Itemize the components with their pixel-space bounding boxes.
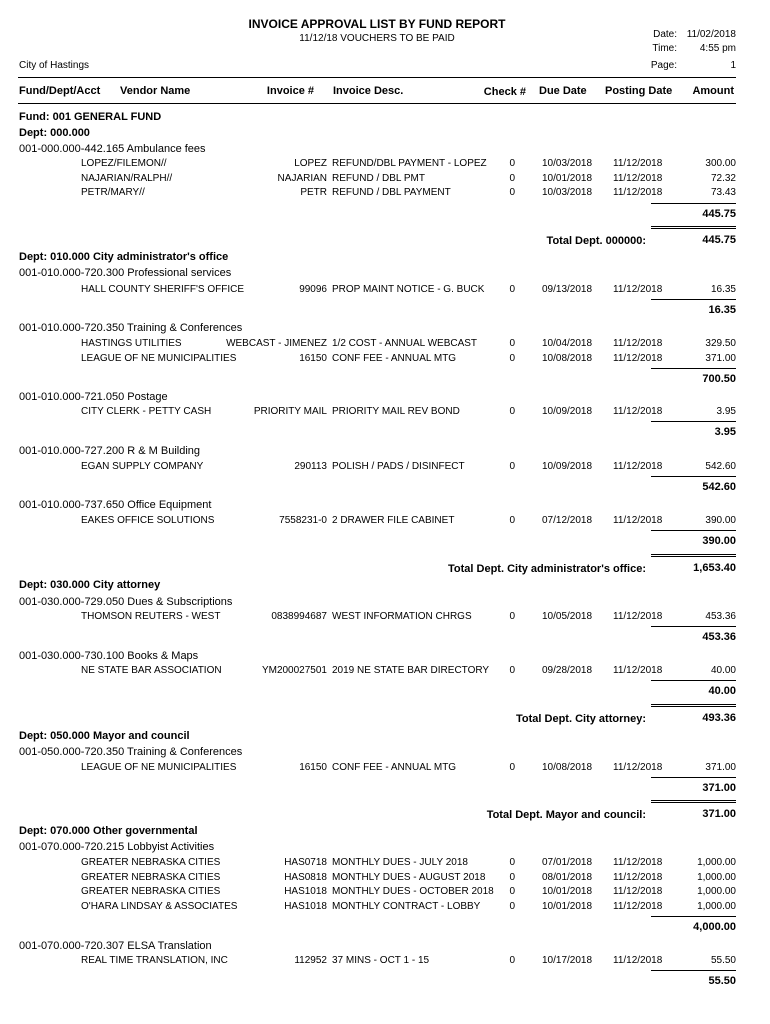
- row-due-date: 10/09/2018: [542, 406, 593, 417]
- org-name: City of Hastings: [19, 60, 90, 71]
- row-desc: WEST INFORMATION CHRGS: [332, 611, 472, 622]
- dept-total-rule-bottom: [651, 706, 736, 707]
- subtotal-rule: [651, 970, 736, 971]
- row-due-date: 10/03/2018: [542, 158, 593, 169]
- subtotal-rule: [651, 530, 736, 531]
- row-check: 0: [509, 187, 515, 198]
- row-due-date: 10/04/2018: [542, 338, 593, 349]
- subtotal-rule: [651, 680, 736, 681]
- row-check: 0: [509, 158, 515, 169]
- row-amount: 371.00: [705, 352, 736, 364]
- account-subtotal: 3.95: [714, 426, 736, 438]
- account-subtotal: 700.50: [702, 373, 736, 385]
- col-vendor: Vendor Name: [120, 85, 191, 97]
- row-vendor: LOPEZ/FILEMON//: [81, 158, 167, 169]
- dept-total-rule-top: [651, 800, 736, 801]
- fund-heading: Fund: 001 GENERAL FUND: [19, 111, 162, 123]
- col-amount: Amount: [692, 85, 734, 97]
- row-invoice: YM200027501: [261, 665, 327, 676]
- account-subtotal: 55.50: [708, 975, 736, 987]
- row-posting-date: 11/12/2018: [613, 515, 663, 526]
- date-value: 11/02/2018: [686, 29, 736, 40]
- account-heading: 001-030.000-730.100 Books & Maps: [19, 650, 199, 662]
- date-label: Date:: [653, 29, 677, 40]
- row-vendor: LEAGUE OF NE MUNICIPALITIES: [81, 352, 237, 364]
- row-vendor: HASTINGS UTILITIES: [81, 338, 182, 349]
- row-vendor: EAKES OFFICE SOLUTIONS: [81, 515, 215, 526]
- row-posting-date: 11/12/2018: [613, 187, 663, 198]
- row-desc: PROP MAINT NOTICE - G. BUCK: [332, 284, 485, 295]
- row-invoice: HAS1018: [284, 886, 327, 897]
- report-subtitle-text: 11/12/18 VOUCHERS TO BE PAID: [299, 33, 455, 44]
- row-invoice: LOPEZ: [294, 158, 327, 169]
- row-invoice: WEBCAST - JIMENEZ: [226, 338, 327, 349]
- row-check: 0: [509, 338, 515, 349]
- row-check: 0: [509, 871, 515, 883]
- dept-total-rule-top: [651, 704, 736, 705]
- row-desc: POLISH / PADS / DISINFECT: [332, 461, 465, 472]
- dept-total-label: Total Dept. City attorney:: [516, 713, 646, 725]
- row-desc: MONTHLY DUES - AUGUST 2018: [332, 871, 486, 883]
- row-invoice: 16150: [299, 762, 327, 773]
- col-invoice: Invoice #: [266, 85, 314, 97]
- account-heading: 001-010.000-720.350 Training & Conferences: [19, 322, 243, 334]
- row-posting-date: 11/12/2018: [613, 886, 663, 897]
- row-vendor: HALL COUNTY SHERIFF'S OFFICE: [81, 284, 245, 295]
- row-invoice: 112952: [294, 955, 327, 966]
- row-amount: 1,000.00: [697, 900, 736, 912]
- row-amount: 390.00: [705, 515, 736, 526]
- account-subtotal: 390.00: [702, 535, 736, 547]
- col-due: Due Date: [539, 85, 587, 97]
- row-check: 0: [509, 900, 515, 912]
- col-posting: Posting Date: [605, 85, 673, 97]
- row-check: 0: [509, 461, 515, 472]
- row-due-date: 09/28/2018: [542, 665, 593, 676]
- row-amount: 1,000.00: [697, 857, 736, 868]
- row-posting-date: 11/12/2018: [613, 338, 663, 349]
- col-desc: Invoice Desc.: [333, 85, 404, 97]
- dept-total-rule-top: [651, 226, 736, 227]
- time-label: Time:: [652, 43, 677, 54]
- row-check: 0: [509, 665, 515, 676]
- row-desc: REFUND / DBL PMT: [332, 172, 425, 184]
- row-posting-date: 11/12/2018: [613, 172, 663, 184]
- row-check: 0: [509, 352, 515, 364]
- row-posting-date: 11/12/2018: [613, 871, 663, 883]
- subtotal-rule: [651, 777, 736, 778]
- header-rule-bottom: [18, 103, 736, 104]
- row-due-date: 10/09/2018: [542, 461, 593, 472]
- row-desc: 1/2 COST - ANNUAL WEBCAST: [332, 338, 478, 349]
- account-subtotal: 453.36: [702, 631, 736, 643]
- row-desc: 2019 NE STATE BAR DIRECTORY: [332, 665, 490, 676]
- row-amount: 453.36: [705, 611, 736, 622]
- row-desc: PRIORITY MAIL REV BOND: [332, 406, 460, 417]
- subtotal-rule: [651, 203, 736, 204]
- dept-total-value: 1,653.40: [693, 562, 736, 574]
- row-amount: 1,000.00: [697, 886, 736, 897]
- row-vendor: REAL TIME TRANSLATION, INC: [81, 955, 228, 966]
- subtotal-rule: [651, 368, 736, 369]
- row-vendor: NAJARIAN/RALPH//: [81, 172, 173, 184]
- row-amount: 300.00: [705, 158, 736, 169]
- row-amount: 542.60: [705, 461, 736, 472]
- row-due-date: 10/05/2018: [542, 611, 593, 622]
- page-value: 1: [730, 60, 736, 71]
- dept-total-value: 371.00: [702, 808, 736, 820]
- dept-total-value: 493.36: [702, 712, 736, 724]
- account-subtotal: 542.60: [702, 481, 736, 493]
- row-due-date: 07/12/2018: [542, 515, 593, 526]
- row-vendor: GREATER NEBRASKA CITIES: [81, 857, 221, 868]
- row-posting-date: 11/12/2018: [613, 284, 663, 295]
- row-due-date: 08/01/2018: [542, 871, 593, 883]
- row-vendor: GREATER NEBRASKA CITIES: [81, 871, 221, 883]
- row-amount: 3.95: [716, 406, 736, 417]
- dept-total-label: Total Dept. City administrator's office:: [448, 563, 646, 575]
- row-vendor: LEAGUE OF NE MUNICIPALITIES: [81, 762, 237, 773]
- account-heading: 001-000.000-442.165 Ambulance fees: [19, 143, 206, 155]
- row-invoice: PRIORITY MAIL: [253, 406, 327, 417]
- row-due-date: 10/03/2018: [542, 187, 593, 198]
- subtotal-rule: [651, 421, 736, 422]
- row-invoice: 99096: [299, 284, 327, 295]
- row-invoice: 7558231-0: [279, 515, 327, 526]
- row-vendor: EGAN SUPPLY COMPANY: [81, 461, 204, 472]
- row-amount: 72.32: [710, 172, 736, 184]
- account-heading: 001-030.000-729.050 Dues & Subscriptions: [19, 596, 233, 608]
- row-due-date: 10/01/2018: [542, 886, 593, 897]
- row-posting-date: 11/12/2018: [613, 611, 663, 622]
- row-desc: MONTHLY DUES - OCTOBER 2018: [332, 886, 494, 897]
- row-posting-date: 11/12/2018: [613, 955, 663, 966]
- time-value: 4:55 pm: [699, 43, 736, 54]
- row-invoice: 290113: [294, 461, 327, 472]
- row-amount: 1,000.00: [697, 871, 736, 883]
- row-vendor: GREATER NEBRASKA CITIES: [81, 886, 221, 897]
- dept-total-label: Total Dept. Mayor and council:: [486, 809, 646, 821]
- row-due-date: 09/13/2018: [542, 284, 593, 295]
- account-subtotal: 16.35: [708, 304, 736, 316]
- row-due-date: 10/08/2018: [542, 762, 593, 773]
- dept-heading: Dept: 000.000: [19, 127, 90, 139]
- row-amount: 40.00: [710, 665, 736, 676]
- row-check: 0: [509, 955, 515, 966]
- row-check: 0: [509, 515, 515, 526]
- row-due-date: 10/01/2018: [542, 900, 593, 912]
- row-amount: 16.35: [710, 284, 736, 295]
- subtotal-rule: [651, 299, 736, 300]
- account-heading: 001-070.000-720.215 Lobbyist Activities: [19, 841, 215, 853]
- row-posting-date: 11/12/2018: [613, 665, 663, 676]
- row-desc: 37 MINS - OCT 1 - 15: [332, 955, 430, 966]
- row-check: 0: [509, 611, 515, 622]
- subtotal-rule: [651, 916, 736, 917]
- row-posting-date: 11/12/2018: [613, 461, 663, 472]
- dept-total-rule-bottom: [651, 228, 736, 229]
- account-subtotal: 445.75: [702, 208, 736, 220]
- row-vendor: PETR/MARY//: [81, 187, 145, 198]
- dept-total-rule-top: [651, 554, 736, 555]
- subtotal-rule: [651, 626, 736, 627]
- dept-total-rule-bottom: [651, 556, 736, 557]
- page-label: Page:: [650, 60, 677, 71]
- row-desc: REFUND / DBL PAYMENT: [332, 187, 451, 198]
- row-invoice: 0838994687: [271, 611, 327, 622]
- dept-heading: Dept: 010.000 City administrator's office: [19, 251, 229, 263]
- dept-heading: Dept: 050.000 Mayor and council: [19, 730, 190, 742]
- row-vendor: CITY CLERK - PETTY CASH: [81, 406, 212, 417]
- row-amount: 55.50: [710, 955, 736, 966]
- row-amount: 329.50: [705, 338, 736, 349]
- account-heading: 001-010.000-727.200 R & M Building: [19, 445, 201, 457]
- subtotal-rule: [651, 476, 736, 477]
- row-vendor: O'HARA LINDSAY & ASSOCIATES: [81, 900, 238, 912]
- row-desc: MONTHLY CONTRACT - LOBBY: [332, 900, 481, 912]
- account-heading: 001-050.000-720.350 Training & Conferences: [19, 746, 243, 758]
- row-due-date: 10/01/2018: [542, 172, 593, 184]
- dept-total-value: 445.75: [702, 234, 736, 246]
- row-posting-date: 11/12/2018: [613, 158, 663, 169]
- row-due-date: 10/17/2018: [542, 955, 593, 966]
- row-check: 0: [509, 284, 515, 295]
- row-amount: 73.43: [710, 187, 736, 198]
- row-desc: CONF FEE - ANNUAL MTG: [332, 762, 457, 773]
- row-posting-date: 11/12/2018: [613, 406, 663, 417]
- row-check: 0: [509, 406, 515, 417]
- row-due-date: 10/08/2018: [542, 352, 593, 364]
- row-posting-date: 11/12/2018: [613, 857, 663, 868]
- row-due-date: 07/01/2018: [542, 857, 593, 868]
- account-heading: 001-010.000-720.300 Professional services: [19, 267, 232, 279]
- row-desc: 2 DRAWER FILE CABINET: [332, 515, 455, 526]
- header-rule-top: [18, 77, 736, 78]
- row-invoice: HAS0718: [284, 857, 327, 868]
- row-posting-date: 11/12/2018: [613, 900, 663, 912]
- row-invoice: HAS1018: [284, 900, 327, 912]
- row-check: 0: [509, 762, 515, 773]
- report-title-text: INVOICE APPROVAL LIST BY FUND REPORT: [248, 17, 506, 31]
- row-desc: REFUND/DBL PAYMENT - LOPEZ: [332, 158, 487, 169]
- col-fund: Fund/Dept/Acct: [19, 85, 101, 97]
- row-vendor: NE STATE BAR ASSOCIATION: [81, 665, 222, 676]
- row-check: 0: [509, 886, 515, 897]
- account-subtotal: 4,000.00: [693, 921, 736, 933]
- row-check: 0: [509, 172, 515, 184]
- row-posting-date: 11/12/2018: [613, 762, 663, 773]
- row-invoice: 16150: [299, 352, 327, 364]
- col-check: Check #: [483, 86, 526, 98]
- account-heading: 001-010.000-737.650 Office Equipment: [19, 499, 212, 511]
- row-check: 0: [509, 857, 515, 868]
- row-posting-date: 11/12/2018: [613, 352, 663, 364]
- dept-heading: Dept: 030.000 City attorney: [19, 579, 161, 591]
- row-invoice: HAS0818: [284, 871, 327, 883]
- row-invoice: PETR: [300, 187, 327, 198]
- dept-total-rule-bottom: [651, 802, 736, 803]
- account-heading: 001-070.000-720.307 ELSA Translation: [19, 940, 212, 952]
- dept-total-label: Total Dept. 000000:: [546, 235, 646, 247]
- account-heading: 001-010.000-721.050 Postage: [19, 391, 168, 403]
- row-vendor: THOMSON REUTERS - WEST: [81, 611, 221, 622]
- row-desc: MONTHLY DUES - JULY 2018: [332, 857, 468, 868]
- row-invoice: NAJARIAN: [277, 172, 327, 184]
- row-desc: CONF FEE - ANNUAL MTG: [332, 352, 457, 364]
- account-subtotal: 40.00: [708, 685, 736, 697]
- row-amount: 371.00: [705, 762, 736, 773]
- dept-heading: Dept: 070.000 Other governmental: [19, 825, 198, 837]
- account-subtotal: 371.00: [702, 782, 736, 794]
